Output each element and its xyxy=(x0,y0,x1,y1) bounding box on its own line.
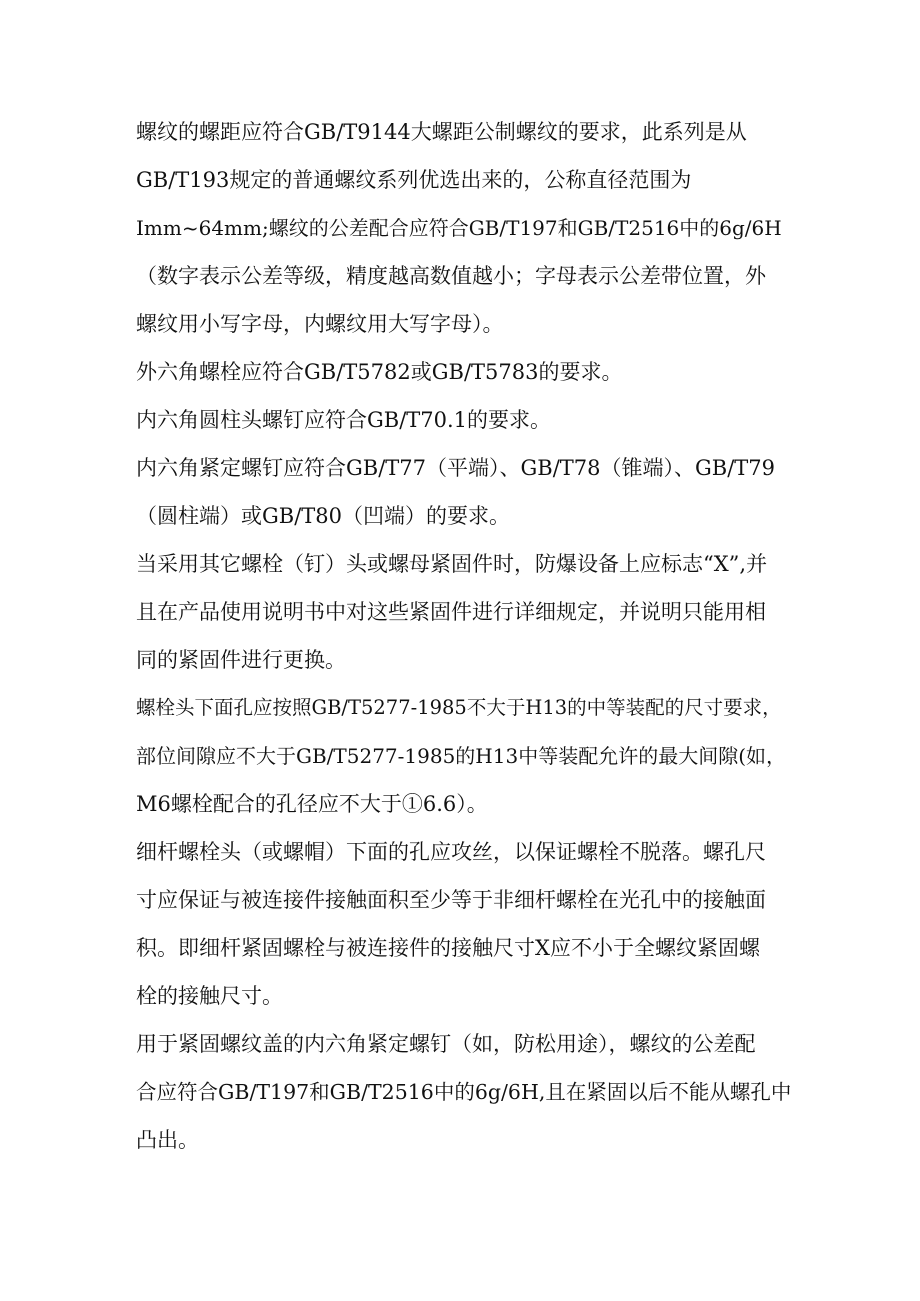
paragraph-socket-head-screw xyxy=(136,396,796,444)
paragraph-hex-bolt xyxy=(136,348,796,396)
text-line: M6螺栓配合的孔径应不大于①6.6）。 xyxy=(136,792,488,816)
text-line: Imm~64mm;螺纹的公差配合应符合GB/T197和GB/T2516中的6g∕6H xyxy=(136,216,782,240)
text-line: 且在产品使用说明书中对这些紧固件进行详细规定，并说明只能用相 xyxy=(136,600,766,624)
paragraph-cover-set-screw xyxy=(136,1020,796,1164)
text-line: 内六角圆柱头螺钉应符合GB/T70.1的要求。 xyxy=(136,408,552,432)
text-line: 螺纹的螺距应符合GB/T9144大螺距公制螺纹的要求，此系列是从 xyxy=(136,120,747,144)
text-line: 外六角螺栓应符合GB/T5782或GB/T5783的要求。 xyxy=(136,360,623,384)
text-line: GB/T193规定的普通螺纹系列优选出来的，公称直径范围为 xyxy=(136,168,692,192)
paragraph-thin-bolt xyxy=(136,828,796,1020)
text-line: 积。即细杆紧固螺栓与被连接件的接触尺寸X应不小于全螺纹紧固螺 xyxy=(136,936,760,960)
text-line: 内六角紧定螺钉应符合GB/T77（平端）、GB/T78（锥端）、GB/T79 xyxy=(136,456,776,480)
text-line: 用于紧固螺纹盖的内六角紧定螺钉（如，防松用途），螺纹的公差配 xyxy=(136,1032,756,1056)
text-line: 同的紧固件进行更换。 xyxy=(136,648,346,672)
text-line: 部位间隙应不大于GB/T5277-1985的H13中等装配允许的最大间隙(如， xyxy=(136,744,786,768)
paragraph-set-screw xyxy=(136,444,796,540)
text-line: 螺栓头下面孔应按照GB/T5277-1985不大于H13的中等装配的尺寸要求， xyxy=(136,696,782,719)
text-line: 凸出。 xyxy=(136,1128,199,1152)
text-line: （圆柱端）或GB/T80（凹端）的要求。 xyxy=(136,504,511,528)
text-line: 合应符合GB/T197和GB/T2516中的6g/6H,且在紧固以后不能从螺孔中 xyxy=(136,1080,792,1104)
paragraph-bolt-hole xyxy=(136,684,796,828)
document-body xyxy=(136,108,796,1164)
text-line: 寸应保证与被连接件接触面积至少等于非细杆螺栓在光孔中的接触面 xyxy=(136,888,766,912)
text-line: 栓的接触尺寸。 xyxy=(136,984,283,1008)
paragraph-other-fasteners xyxy=(136,540,796,684)
paragraph-thread-pitch xyxy=(136,108,796,348)
text-line: 螺纹用小写字母，内螺纹用大写字母）。 xyxy=(136,312,504,336)
text-line: （数字表示公差等级，精度越高数值越小；字母表示公差带位置，外 xyxy=(136,264,766,288)
text-line: 细杆螺栓头（或螺帽）下面的孔应攻丝，以保证螺栓不脱落。螺孔尺 xyxy=(136,840,766,864)
text-line: 当采用其它螺栓（钉）头或螺母紧固件时，防爆设备上应标志“X”,并 xyxy=(136,552,768,576)
